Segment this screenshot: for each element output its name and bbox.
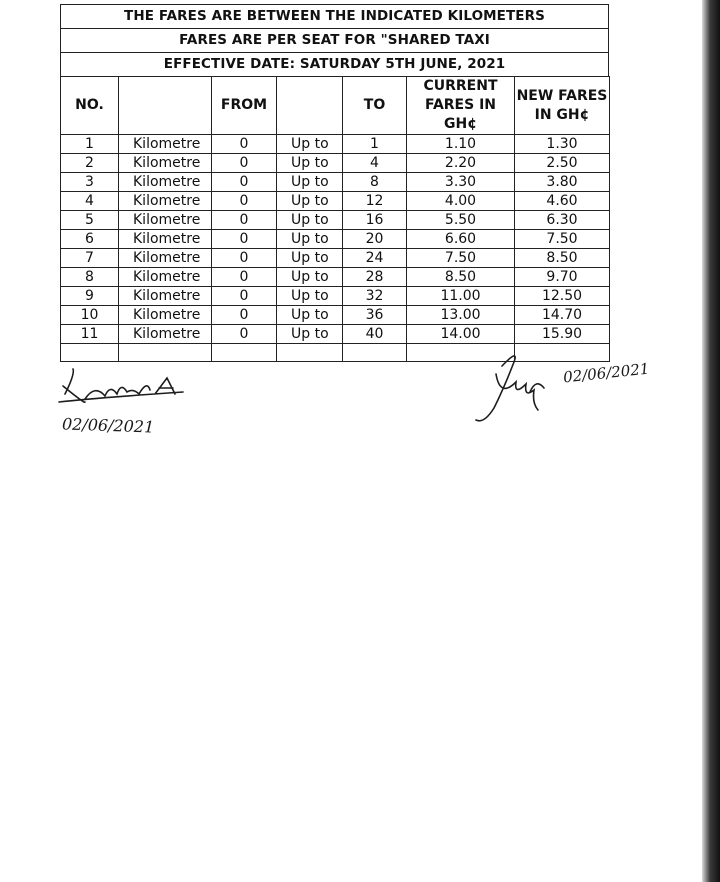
cell-to: 12 (343, 192, 407, 211)
cell-from: 0 (212, 230, 277, 249)
cell-no: 8 (61, 268, 119, 287)
cell-no: 6 (61, 230, 119, 249)
cell-new: 2.50 (515, 154, 610, 173)
cell-upto: Up to (277, 154, 343, 173)
cell-from: 0 (212, 268, 277, 287)
fare-sheet (60, 4, 609, 362)
cell-current: 6.60 (407, 230, 515, 249)
cell-to: 4 (343, 154, 407, 173)
table-row (61, 211, 610, 230)
cell-to: 8 (343, 173, 407, 192)
cell-from: 0 (212, 173, 277, 192)
cell-current: 2.20 (407, 154, 515, 173)
blank-cell (119, 344, 212, 362)
cell-unit: Kilometre (119, 173, 212, 192)
cell-new: 4.60 (515, 192, 610, 211)
fare-table-body (61, 135, 610, 362)
left-signature (55, 364, 190, 414)
table-row (61, 306, 610, 325)
cell-current: 3.30 (407, 173, 515, 192)
blank-cell (212, 344, 277, 362)
cell-unit: Kilometre (119, 287, 212, 306)
cell-from: 0 (212, 154, 277, 173)
cell-unit: Kilometre (119, 154, 212, 173)
cell-unit: Kilometre (119, 306, 212, 325)
col-header-no: NO. (61, 77, 119, 135)
table-row (61, 268, 610, 287)
left-signature-date: 02/06/2021 (61, 414, 155, 437)
col-header-new-fares: NEW FARES IN GH¢ (515, 77, 610, 135)
cell-from: 0 (212, 192, 277, 211)
cell-from: 0 (212, 249, 277, 268)
header-line-3: EFFECTIVE DATE: SATURDAY 5TH JUNE, 2021 (60, 52, 609, 76)
cell-upto: Up to (277, 135, 343, 154)
cell-no: 11 (61, 325, 119, 344)
cell-current: 4.00 (407, 192, 515, 211)
right-signature-date: 02/06/2021 (562, 359, 651, 387)
cell-upto: Up to (277, 325, 343, 344)
cell-upto: Up to (277, 173, 343, 192)
cell-from: 0 (212, 135, 277, 154)
cell-upto: Up to (277, 211, 343, 230)
cell-no: 9 (61, 287, 119, 306)
cell-new: 3.80 (515, 173, 610, 192)
cell-upto: Up to (277, 287, 343, 306)
blank-cell (61, 344, 119, 362)
cell-new: 6.30 (515, 211, 610, 230)
table-row (61, 173, 610, 192)
cell-new: 9.70 (515, 268, 610, 287)
table-row (61, 192, 610, 211)
table-row (61, 154, 610, 173)
cell-to: 24 (343, 249, 407, 268)
cell-from: 0 (212, 211, 277, 230)
header-line-1: THE FARES ARE BETWEEN THE INDICATED KILOMETERS (60, 4, 609, 28)
cell-current: 13.00 (407, 306, 515, 325)
table-row (61, 135, 610, 154)
cell-new: 12.50 (515, 287, 610, 306)
table-row (61, 287, 610, 306)
cell-upto: Up to (277, 268, 343, 287)
col-header-upto (277, 77, 343, 135)
cell-from: 0 (212, 287, 277, 306)
cell-no: 2 (61, 154, 119, 173)
cell-from: 0 (212, 325, 277, 344)
cell-to: 1 (343, 135, 407, 154)
cell-unit: Kilometre (119, 211, 212, 230)
cell-upto: Up to (277, 192, 343, 211)
cell-no: 1 (61, 135, 119, 154)
cell-to: 16 (343, 211, 407, 230)
cell-unit: Kilometre (119, 268, 212, 287)
col-header-to: TO (343, 77, 407, 135)
cell-to: 40 (343, 325, 407, 344)
cell-upto: Up to (277, 249, 343, 268)
cell-to: 20 (343, 230, 407, 249)
cell-new: 8.50 (515, 249, 610, 268)
table-row (61, 249, 610, 268)
header-line-2: FARES ARE PER SEAT FOR "SHARED TAXI (60, 28, 609, 52)
right-signature (474, 348, 574, 428)
cell-to: 32 (343, 287, 407, 306)
cell-current: 7.50 (407, 249, 515, 268)
cell-unit: Kilometre (119, 135, 212, 154)
cell-new: 14.70 (515, 306, 610, 325)
cell-upto: Up to (277, 230, 343, 249)
cell-to: 28 (343, 268, 407, 287)
cell-no: 3 (61, 173, 119, 192)
cell-no: 7 (61, 249, 119, 268)
cell-current: 14.00 (407, 325, 515, 344)
cell-current: 5.50 (407, 211, 515, 230)
cell-new: 7.50 (515, 230, 610, 249)
cell-no: 4 (61, 192, 119, 211)
cell-to: 36 (343, 306, 407, 325)
cell-unit: Kilometre (119, 325, 212, 344)
table-row (61, 230, 610, 249)
table-row (61, 325, 610, 344)
cell-no: 5 (61, 211, 119, 230)
table-header-row (61, 77, 610, 135)
col-header-unit (119, 77, 212, 135)
cell-unit: Kilometre (119, 192, 212, 211)
blank-cell (343, 344, 407, 362)
cell-unit: Kilometre (119, 249, 212, 268)
col-header-from: FROM (212, 77, 277, 135)
fare-table (60, 76, 610, 362)
scan-edge-shadow (702, 0, 720, 882)
cell-new: 1.30 (515, 135, 610, 154)
cell-from: 0 (212, 306, 277, 325)
cell-no: 10 (61, 306, 119, 325)
cell-current: 11.00 (407, 287, 515, 306)
cell-current: 8.50 (407, 268, 515, 287)
col-header-current-fares: CURRENT FARES IN GH¢ (407, 77, 515, 135)
cell-new: 15.90 (515, 325, 610, 344)
cell-current: 1.10 (407, 135, 515, 154)
blank-cell (277, 344, 343, 362)
cell-unit: Kilometre (119, 230, 212, 249)
cell-upto: Up to (277, 306, 343, 325)
